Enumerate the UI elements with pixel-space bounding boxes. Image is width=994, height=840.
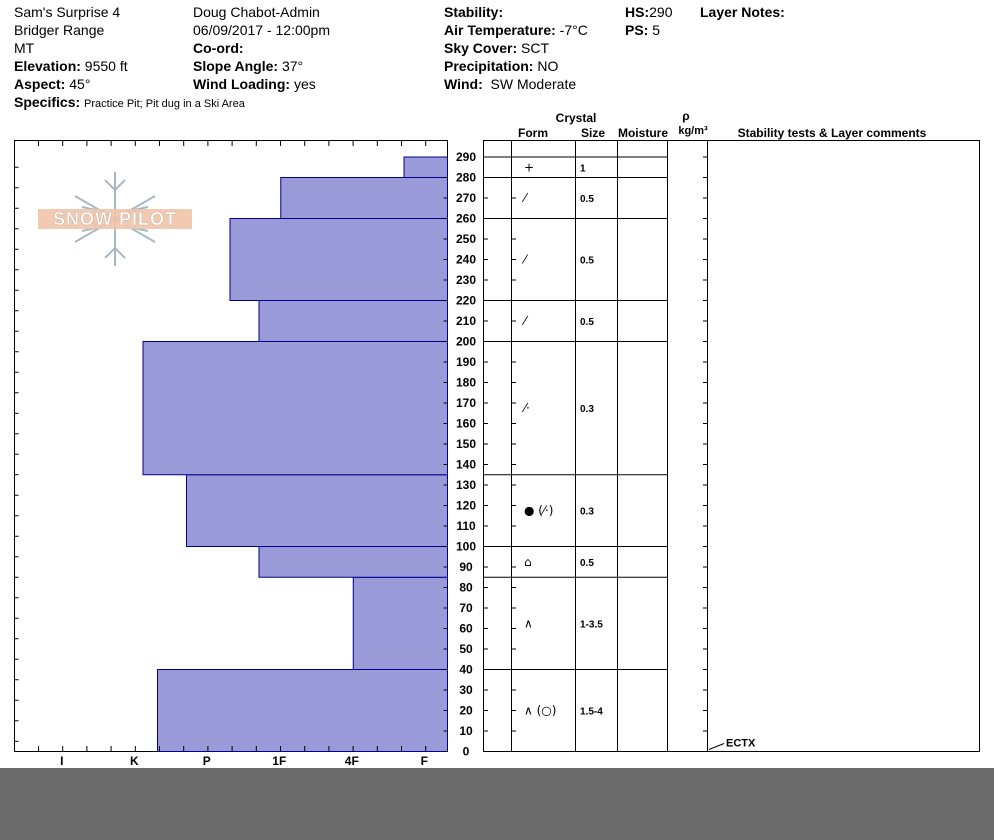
hardness-label-P: P <box>202 754 211 768</box>
ps-label: PS: <box>625 22 649 38</box>
specifics-label: Specifics: <box>14 94 81 110</box>
depth-label-110: 110 <box>456 519 476 533</box>
ps-value: 5 <box>652 22 661 38</box>
col-header-rho: ρ <box>682 109 690 123</box>
aspect-label: Aspect: <box>14 76 66 92</box>
site-name: Sam's Surprise 4 <box>14 4 121 20</box>
crystal-size-7: 0.5 <box>580 194 594 205</box>
hardness-bar-1 <box>353 577 447 669</box>
precip-value: NO <box>537 58 559 74</box>
hardness-label-F: F <box>420 754 428 768</box>
depth-label-150: 150 <box>455 437 477 451</box>
crystal-form-6: ⁄ <box>524 252 527 267</box>
depth-label-160: 160 <box>455 416 477 431</box>
crystal-form-5: ⁄ <box>524 314 527 328</box>
depth-label-190: 190 <box>455 355 477 369</box>
depth-label-220: 220 <box>455 293 477 308</box>
depth-label-240: 240 <box>455 252 477 267</box>
crystal-size-1: 1-3.5 <box>580 619 603 631</box>
air-temp-value: -7°C <box>559 22 588 38</box>
crystal-form-4: ⁄· <box>524 401 530 416</box>
col-header-stability-comments: Stability tests & Layer comments <box>737 126 927 140</box>
depth-label-200: 200 <box>455 334 477 349</box>
depth-label-130: 130 <box>455 478 477 492</box>
hardness-label-I: I <box>60 754 64 768</box>
crystal-size-8: 1 <box>580 163 586 175</box>
hardness-bar-3 <box>187 475 448 547</box>
depth-label-70: 70 <box>459 601 473 615</box>
stability-label: Stability: <box>444 4 504 20</box>
crystal-form-2: ⌂ <box>524 554 532 569</box>
hardness-label-1F: 1F <box>272 754 287 768</box>
depth-label-230: 230 <box>455 273 477 287</box>
crystal-form-0: ∧ (○) <box>524 703 557 718</box>
col-header-crystal: Crystal <box>555 111 597 125</box>
elevation-value: 9550 ft <box>84 58 128 74</box>
hardness-bar-5 <box>259 301 448 342</box>
crystal-form-8: + <box>524 160 535 175</box>
snowpilot-logo <box>38 172 192 266</box>
slope-value: 37° <box>281 58 304 74</box>
observation-datetime: 06/09/2017 - 12:00pm <box>193 22 330 38</box>
hardness-bar-4 <box>143 342 448 475</box>
sky-label: Sky Cover: <box>444 40 518 56</box>
crystal-form-7: ⁄ <box>524 191 527 205</box>
coord-label: Co-ord: <box>193 40 244 56</box>
observer-name: Doug Chabot-Admin <box>193 4 320 20</box>
range-name: Bridger Range <box>14 22 105 38</box>
depth-label-30: 30 <box>459 683 473 697</box>
depth-label-290: 290 <box>455 150 477 164</box>
depth-label-170: 170 <box>455 396 477 410</box>
hs-label: HS: <box>625 4 650 20</box>
depth-label-20: 20 <box>459 703 473 718</box>
wind-loading-value: yes <box>293 76 316 92</box>
slope-label: Slope Angle: <box>193 58 279 74</box>
depth-label-120: 120 <box>455 498 477 513</box>
depth-label-280: 280 <box>455 170 477 185</box>
depth-label-180: 180 <box>455 375 477 390</box>
crystal-size-6: 0.5 <box>580 255 594 267</box>
col-header-moisture: Moisture <box>617 126 669 140</box>
air-temp-label: Air Temperature: <box>444 22 556 38</box>
stability-test-label-0: ECTX <box>726 737 756 750</box>
depth-label-260: 260 <box>455 211 477 226</box>
hardness-bar-2 <box>259 547 448 578</box>
elevation-label: Elevation: <box>14 58 81 74</box>
layer-table-frame <box>484 141 980 752</box>
hs-value: 290 <box>649 4 673 20</box>
depth-label-250: 250 <box>455 232 477 246</box>
depth-label-10: 10 <box>459 724 473 738</box>
wind-value: SW Moderate <box>490 76 577 92</box>
hardness-label-K: K <box>129 754 139 768</box>
depth-label-0: 0 <box>462 744 470 759</box>
depth-label-140: 140 <box>455 457 477 472</box>
depth-label-80: 80 <box>459 580 473 595</box>
crystal-form-3: ● (⁄·) <box>524 503 554 518</box>
col-header-density-unit: kg/m³ <box>678 125 708 137</box>
crystal-size-4: 0.3 <box>580 404 594 416</box>
wind-label: Wind: <box>444 76 483 92</box>
depth-label-90: 90 <box>459 560 473 574</box>
layer-notes-label: Layer Notes: <box>700 4 785 20</box>
depth-label-40: 40 <box>459 662 473 677</box>
col-header-size: Size <box>580 126 606 140</box>
depth-label-60: 60 <box>459 621 473 636</box>
hardness-label-4F: 4F <box>344 754 359 768</box>
hardness-bar-6 <box>230 219 448 301</box>
crystal-size-2: 0.5 <box>580 557 594 569</box>
hardness-bar-7 <box>281 178 448 219</box>
crystal-size-3: 0.3 <box>580 506 594 518</box>
depth-label-210: 210 <box>455 314 477 328</box>
crystal-size-5: 0.5 <box>580 317 594 328</box>
hardness-bar-0 <box>158 670 448 752</box>
footer-bar <box>0 768 994 840</box>
crystal-size-0: 1.5-4 <box>580 706 603 718</box>
hardness-bar-8 <box>404 157 448 178</box>
stability-test-pointer-0 <box>709 744 724 750</box>
logo-text: SNOW PILOT <box>53 209 177 229</box>
depth-label-50: 50 <box>459 642 473 656</box>
sky-value: SCT <box>521 40 550 56</box>
wind-loading-label: Wind Loading: <box>193 76 291 92</box>
state-name: MT <box>14 40 35 56</box>
crystal-form-1: ∧ <box>524 616 533 631</box>
col-header-form: Form <box>518 126 548 140</box>
depth-label-100: 100 <box>455 539 477 554</box>
precip-label: Precipitation: <box>444 58 534 74</box>
depth-label-270: 270 <box>455 191 477 205</box>
aspect-value: 45° <box>69 76 91 92</box>
specifics-value: Practice Pit; Pit dug in a Ski Area <box>84 98 245 110</box>
